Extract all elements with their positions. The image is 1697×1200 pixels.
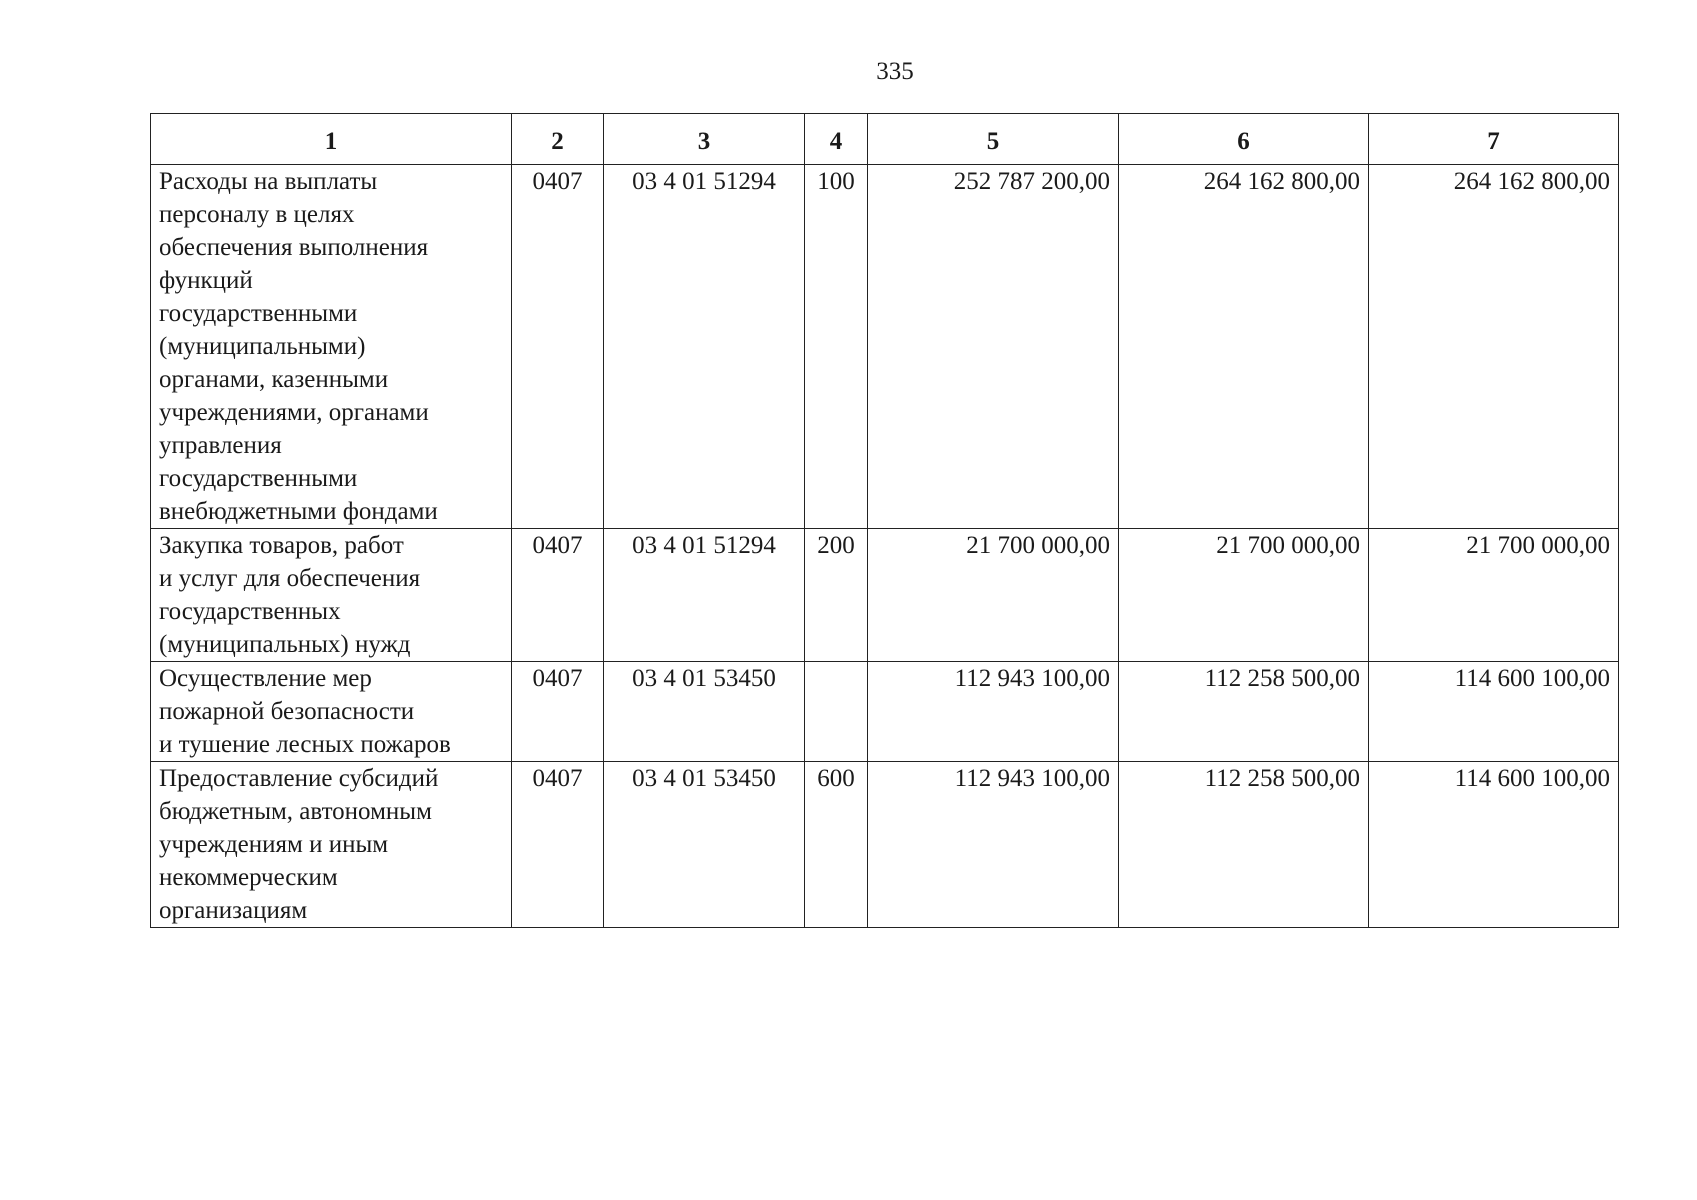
row-year-3: 114 600 100,00	[1369, 762, 1619, 928]
header-col-6: 6	[1119, 114, 1369, 165]
header-col-7: 7	[1369, 114, 1619, 165]
page-number: 335	[876, 58, 914, 85]
row-target: 03 4 01 51294	[604, 529, 805, 662]
row-target: 03 4 01 53450	[604, 762, 805, 928]
row-year-3: 114 600 100,00	[1369, 662, 1619, 762]
row-name: Осуществление мер пожарной безопасности и тушение лесных пожаров	[151, 662, 512, 762]
row-type: 600	[805, 762, 868, 928]
table-row	[151, 662, 1619, 762]
table-header-row	[151, 114, 1619, 165]
row-type: 200	[805, 529, 868, 662]
budget-table	[150, 113, 1619, 928]
row-section: 0407	[512, 529, 604, 662]
table-row	[151, 762, 1619, 928]
row-year-1: 21 700 000,00	[868, 529, 1119, 662]
row-name: Предоставление субсидий бюджетным, автономным учреждениям и иным некоммерческим организациям	[151, 762, 512, 928]
table-row	[151, 529, 1619, 662]
row-year-1: 252 787 200,00	[868, 165, 1119, 529]
header-col-3: 3	[604, 114, 805, 165]
row-type: 100	[805, 165, 868, 529]
row-year-2: 264 162 800,00	[1119, 165, 1369, 529]
header-col-5: 5	[868, 114, 1119, 165]
row-year-1: 112 943 100,00	[868, 762, 1119, 928]
row-name: Закупка товаров, работ и услуг для обеспечения государственных (муниципальных) нужд	[151, 529, 512, 662]
row-target: 03 4 01 51294	[604, 165, 805, 529]
row-target: 03 4 01 53450	[604, 662, 805, 762]
row-year-2: 21 700 000,00	[1119, 529, 1369, 662]
row-year-3: 264 162 800,00	[1369, 165, 1619, 529]
table-row	[151, 165, 1619, 529]
row-year-1: 112 943 100,00	[868, 662, 1119, 762]
header-col-4: 4	[805, 114, 868, 165]
row-type	[805, 662, 868, 762]
row-year-3: 21 700 000,00	[1369, 529, 1619, 662]
row-section: 0407	[512, 662, 604, 762]
header-col-2: 2	[512, 114, 604, 165]
header-col-1: 1	[151, 114, 512, 165]
row-section: 0407	[512, 165, 604, 529]
row-year-2: 112 258 500,00	[1119, 662, 1369, 762]
row-year-2: 112 258 500,00	[1119, 762, 1369, 928]
row-section: 0407	[512, 762, 604, 928]
row-name: Расходы на выплаты персоналу в целях обеспечения выполнения функций государственными (муниципальными) органами, казенными учреждениями, органами управления государственными внебюджетными фондами	[151, 165, 512, 529]
